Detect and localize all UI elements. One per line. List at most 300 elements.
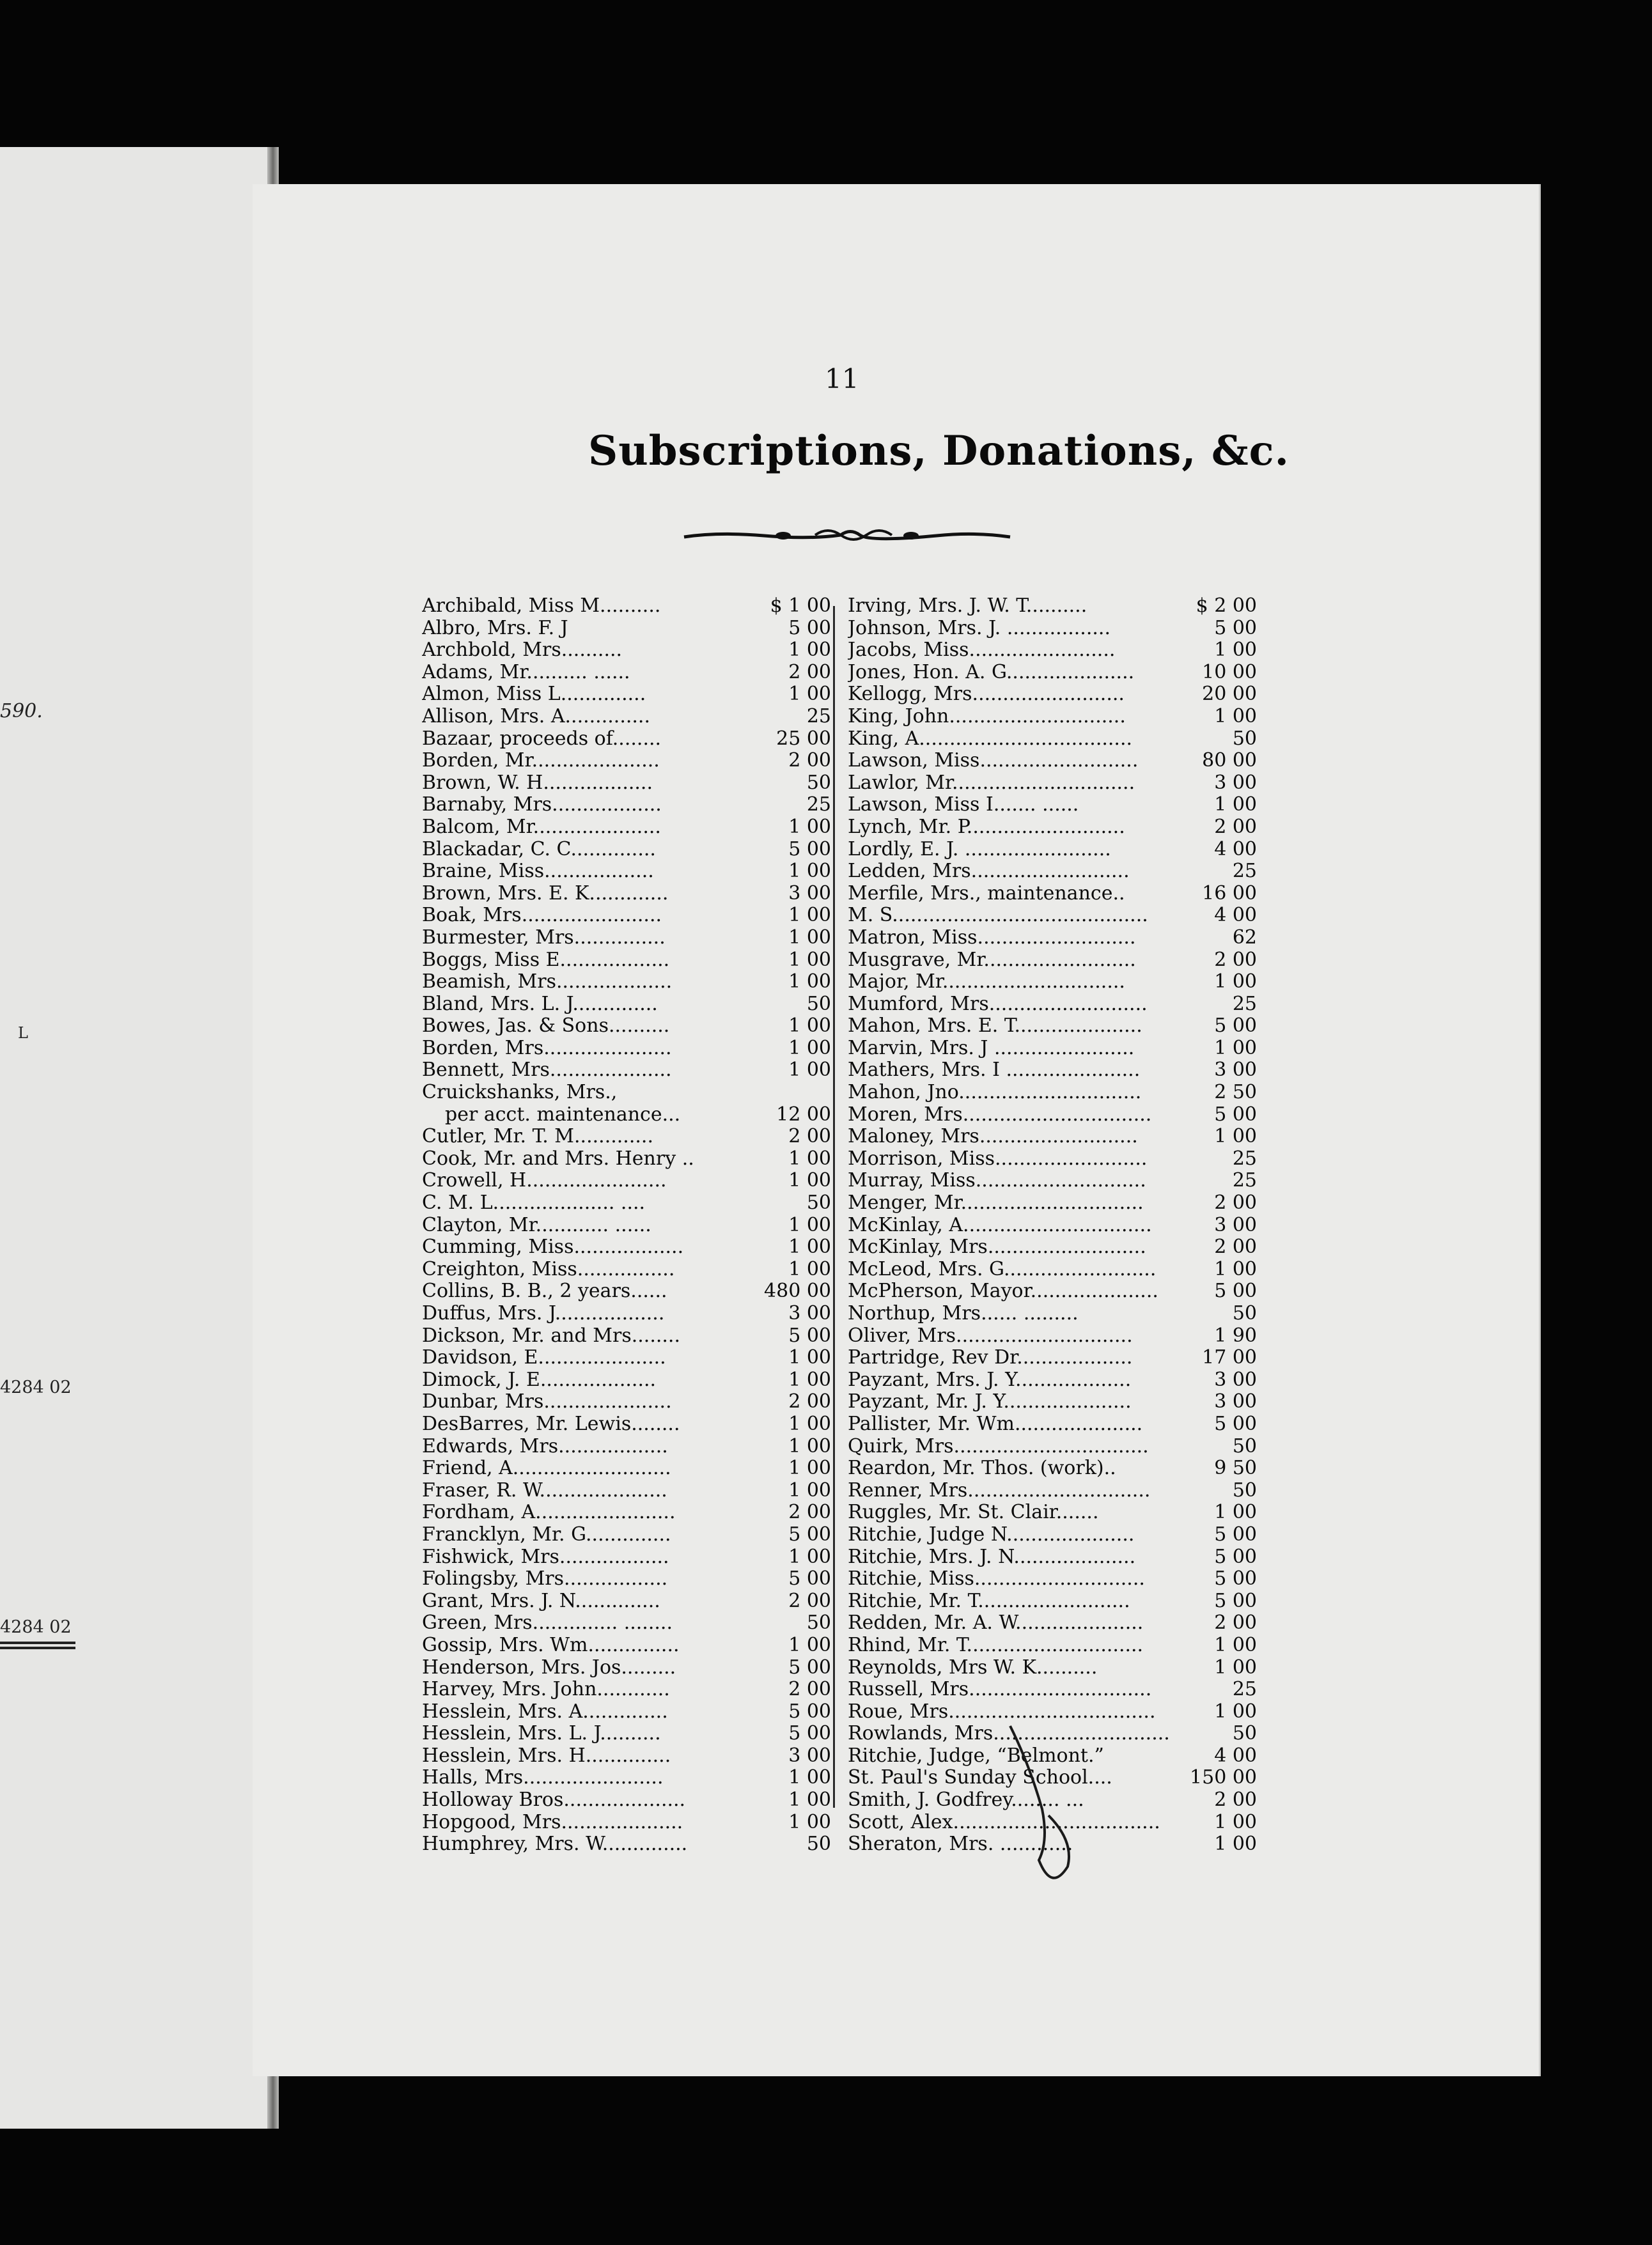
donor-name: Dickson, Mr. and Mrs........ <box>422 1324 681 1347</box>
donor-name: Payzant, Mrs. J. Y................... <box>848 1369 1132 1391</box>
donation-amount: 5 00 <box>788 1324 831 1347</box>
donor-name: Beamish, Mrs................... <box>422 971 673 993</box>
list-item <box>422 1059 831 1082</box>
donation-amount: 1 00 <box>1214 639 1257 662</box>
donor-name: per acct. maintenance... <box>445 1103 681 1126</box>
list-item <box>848 1104 1257 1126</box>
donation-amount: 1 00 <box>788 1766 831 1789</box>
donation-amount: 1 00 <box>788 1434 831 1457</box>
donor-name: Reardon, Mr. Thos. (work).. <box>848 1457 1116 1480</box>
donor-name: Oliver, Mrs............................. <box>848 1324 1133 1347</box>
donor-name: Scott, Alex.................................. <box>848 1811 1160 1833</box>
donor-name: Dunbar, Mrs..................... <box>422 1391 672 1413</box>
donor-name: Payzant, Mr. J. Y..................... <box>848 1391 1132 1413</box>
list-item <box>422 1148 831 1170</box>
donor-name: Fraser, R. W..................... <box>422 1479 667 1502</box>
list-item <box>422 1546 831 1569</box>
donation-amount: 12 00 <box>776 1103 831 1126</box>
donor-name: Clayton, Mr............ ...... <box>422 1214 651 1236</box>
list-item <box>422 1170 831 1192</box>
list-item <box>422 1833 831 1856</box>
donation-amount: 4 00 <box>1214 1744 1257 1767</box>
donation-amount: 1 00 <box>1214 970 1257 993</box>
list-item <box>422 1015 831 1037</box>
donation-amount: 50 <box>806 1833 831 1856</box>
list-item <box>848 1325 1257 1348</box>
donation-amount: 1 00 <box>788 1014 831 1037</box>
list-item <box>422 816 831 839</box>
list-item <box>422 949 831 972</box>
donation-amount: 2 00 <box>788 1678 831 1701</box>
list-item <box>848 993 1257 1016</box>
list-item <box>422 927 831 949</box>
list-item <box>848 728 1257 750</box>
donation-amount: 1 00 <box>788 1810 831 1833</box>
list-item <box>848 639 1257 662</box>
double-rule <box>0 1642 75 1644</box>
donor-name: Mumford, Mrs.......................... <box>848 993 1148 1015</box>
donation-amount: 2 00 <box>1214 1236 1257 1259</box>
list-item <box>422 1436 831 1458</box>
list-item <box>422 1325 831 1348</box>
donor-name: Bennett, Mrs.................... <box>422 1059 672 1082</box>
donor-name: Moren, Mrs............................... <box>848 1103 1152 1126</box>
donation-amount: 1 00 <box>788 1213 831 1236</box>
donation-amount: 1 00 <box>788 1147 831 1170</box>
donation-amount: 2 00 <box>1214 948 1257 971</box>
donor-name: Creighton, Miss................ <box>422 1258 675 1280</box>
list-item <box>848 1457 1257 1480</box>
donor-name: Boggs, Miss E.................. <box>422 949 670 971</box>
donor-name: Smith, J. Godfrey........ ... <box>848 1789 1084 1812</box>
donation-amount: 10 00 <box>1202 660 1257 683</box>
donor-name: Duffus, Mrs. J.................. <box>422 1303 665 1324</box>
list-item <box>848 1082 1257 1104</box>
donation-amount: 5 00 <box>1214 1014 1257 1037</box>
donation-amount: 1 00 <box>788 1457 831 1480</box>
list-item <box>848 662 1257 684</box>
donation-amount: 2 00 <box>1214 1192 1257 1215</box>
donation-amount: 16 00 <box>1202 882 1257 905</box>
list-item <box>848 1037 1257 1060</box>
list-item <box>848 772 1257 795</box>
donor-name: Hesslein, Mrs. L. J.......... <box>422 1723 661 1745</box>
list-item <box>848 1413 1257 1436</box>
list-item <box>422 1612 831 1635</box>
donor-name: Ritchie, Mrs. J. N.................... <box>848 1546 1136 1568</box>
donation-amount: 5 00 <box>788 1523 831 1546</box>
donor-name: Lawlor, Mr.............................. <box>848 772 1135 794</box>
donor-name: Green, Mrs.............. ........ <box>422 1612 673 1635</box>
donor-name: Archibald, Miss M.......... <box>422 595 661 617</box>
donor-name: Ritchie, Mr. T......................... <box>848 1590 1130 1612</box>
list-item <box>848 618 1257 640</box>
list-item <box>422 993 831 1016</box>
donation-amount: 50 <box>806 992 831 1015</box>
donor-name: Davidson, E..................... <box>422 1347 666 1369</box>
donation-amount: 80 00 <box>1202 749 1257 772</box>
list-item <box>848 949 1257 972</box>
donor-name: Quirk, Mrs................................ <box>848 1435 1149 1457</box>
list-item <box>422 750 831 772</box>
list-item <box>848 1679 1257 1701</box>
donor-name: Dimock, J. E................... <box>422 1369 657 1391</box>
list-item <box>848 860 1257 883</box>
donation-amount: 5 00 <box>788 1656 831 1679</box>
donation-amount: 50 <box>1232 1722 1257 1745</box>
donor-name: Albro, Mrs. F. J <box>422 617 568 639</box>
donor-name: Ruggles, Mr. St. Clair....... <box>848 1502 1099 1524</box>
donor-name: Folingsby, Mrs................. <box>422 1568 668 1590</box>
donor-name: St. Paul's Sunday School.... <box>848 1767 1112 1789</box>
donation-amount: 1 00 <box>788 904 831 927</box>
list-item <box>848 1546 1257 1569</box>
list-item <box>422 1369 831 1392</box>
donation-amount: 5 00 <box>1214 616 1257 639</box>
donation-amount: 1 00 <box>1214 704 1257 727</box>
donation-amount: 5 00 <box>788 1700 831 1723</box>
donation-amount: 5 00 <box>788 1567 831 1590</box>
page-number: 11 <box>825 363 859 394</box>
donation-amount: 1 00 <box>788 639 831 662</box>
donation-amount: 2 00 <box>788 1390 831 1413</box>
donor-name: Grant, Mrs. J. N.............. <box>422 1590 660 1612</box>
donor-name: Borden, Mrs..................... <box>422 1037 672 1059</box>
list-item <box>422 1502 831 1524</box>
donor-name: DesBarres, Mr. Lewis........ <box>422 1413 680 1435</box>
donor-name: Fordham, A....................... <box>422 1502 676 1524</box>
donor-name: Cumming, Miss.................. <box>422 1236 684 1259</box>
donation-amount: 50 <box>1232 1479 1257 1502</box>
list-item <box>848 1015 1257 1037</box>
list-item <box>848 683 1257 706</box>
donor-list-left <box>422 595 831 1856</box>
double-rule <box>0 1647 75 1649</box>
donor-name: M. S.......................................... <box>848 905 1148 927</box>
donation-amount: 3 00 <box>1214 1368 1257 1391</box>
donation-amount: 1 00 <box>788 1789 831 1812</box>
list-item <box>422 1126 831 1148</box>
donor-name: Blackadar, C. C.............. <box>422 838 656 860</box>
donation-amount: 2 00 <box>1214 1612 1257 1635</box>
donation-amount: 480 00 <box>764 1280 831 1303</box>
donation-amount: 50 <box>1232 1434 1257 1457</box>
donor-name: Crowell, H....................... <box>422 1170 667 1192</box>
donor-name: Allison, Mrs. A.............. <box>422 705 650 727</box>
list-item <box>848 1502 1257 1524</box>
list-item <box>848 1612 1257 1635</box>
donation-amount: 1 00 <box>1214 1501 1257 1524</box>
list-item <box>422 1812 831 1834</box>
donor-name: Roue, Mrs.................................. <box>848 1700 1156 1723</box>
list-item <box>848 1391 1257 1413</box>
donor-name: Kellogg, Mrs......................... <box>848 683 1125 706</box>
list-item <box>848 839 1257 861</box>
donor-name: Musgrave, Mr......................... <box>848 949 1136 971</box>
list-item <box>848 1657 1257 1679</box>
list-item <box>422 728 831 750</box>
donation-amount: 1 00 <box>1214 1257 1257 1280</box>
donor-name: Ritchie, Judge N..................... <box>848 1523 1135 1546</box>
donor-name: Rowlands, Mrs............................. <box>848 1723 1170 1745</box>
donation-amount: 5 00 <box>788 837 831 860</box>
donation-amount: 2 00 <box>788 660 831 683</box>
donation-amount: 1 00 <box>1214 1700 1257 1723</box>
donation-amount: 3 00 <box>788 882 831 905</box>
donation-amount: 5 00 <box>1214 1103 1257 1126</box>
donor-name: Adams, Mr.......... ...... <box>422 661 630 683</box>
donation-amount: 3 00 <box>1214 1390 1257 1413</box>
donation-amount: 2 00 <box>788 749 831 772</box>
donor-name: Pallister, Mr. Wm..................... <box>848 1413 1143 1435</box>
donor-name: Johnson, Mrs. J. ................. <box>848 617 1110 639</box>
donation-amount: 50 <box>806 1192 831 1215</box>
donor-name: C. M. L.................... .... <box>422 1192 646 1215</box>
list-item <box>422 618 831 640</box>
list-item <box>422 1679 831 1701</box>
donor-name: Partridge, Rev Dr................... <box>848 1347 1133 1369</box>
donor-name: Maloney, Mrs.......................... <box>848 1126 1138 1148</box>
donation-amount: 25 <box>1232 992 1257 1015</box>
donor-name: King, John............................. <box>848 705 1126 727</box>
list-item <box>422 1259 831 1281</box>
donation-amount: 1 00 <box>1214 1656 1257 1679</box>
donor-list-right <box>848 595 1257 1856</box>
list-item <box>848 1192 1257 1215</box>
column-divider <box>833 606 835 1808</box>
donation-amount: 1 00 <box>788 948 831 971</box>
donor-name: Rhind, Mr. T............................. <box>848 1634 1144 1656</box>
donation-amount <box>761 1082 831 1104</box>
donation-amount: 2 00 <box>1214 815 1257 838</box>
list-item <box>848 971 1257 993</box>
donation-amount: 25 <box>1232 1147 1257 1170</box>
list-item <box>422 1192 831 1215</box>
list-item <box>422 1280 831 1303</box>
ornament-divider <box>681 523 1013 548</box>
donor-name: Burmester, Mrs............... <box>422 926 666 949</box>
donation-amount: 17 00 <box>1202 1346 1257 1369</box>
list-item <box>422 1480 831 1502</box>
list-item <box>848 1259 1257 1281</box>
donor-name: Ritchie, Miss............................ <box>848 1568 1145 1590</box>
list-item <box>422 1701 831 1723</box>
donor-name: Harvey, Mrs. John............ <box>422 1679 670 1701</box>
list-item <box>422 860 831 883</box>
donor-name: Lawson, Miss I....... ...... <box>848 794 1079 816</box>
donation-amount: 5 00 <box>1214 1412 1257 1435</box>
donor-name: Bazaar, proceeds of........ <box>422 727 662 750</box>
donation-amount: 3 00 <box>1214 771 1257 794</box>
donor-name: Holloway Bros.................... <box>422 1789 686 1812</box>
list-item <box>848 706 1257 728</box>
donation-amount: 1 00 <box>788 1633 831 1656</box>
adjacent-page <box>0 147 276 2129</box>
list-item <box>422 1037 831 1060</box>
list-item <box>422 1524 831 1546</box>
donor-name: Marvin, Mrs. J ....................... <box>848 1037 1135 1059</box>
donor-name: Archbold, Mrs.......... <box>422 639 623 662</box>
donor-name: Menger, Mr.............................. <box>848 1192 1144 1215</box>
donation-amount: 1 00 <box>788 1545 831 1568</box>
list-item <box>422 1568 831 1590</box>
donation-amount: 1 90 <box>1214 1324 1257 1347</box>
list-item <box>422 1413 831 1436</box>
donor-name: Brown, Mrs. E. K............. <box>422 882 669 905</box>
donor-name: Murray, Miss............................ <box>848 1170 1146 1192</box>
donation-amount: 1 00 <box>788 815 831 838</box>
donation-amount: 1 00 <box>1214 1833 1257 1856</box>
donation-amount: 50 <box>1232 727 1257 750</box>
donation-amount: 5 00 <box>1214 1567 1257 1590</box>
donor-name: Jacobs, Miss........................ <box>848 639 1116 662</box>
donor-name: Northup, Mrs...... ......... <box>848 1303 1079 1324</box>
donor-name: McPherson, Mayor..................... <box>848 1280 1158 1303</box>
donation-amount: 5 00 <box>1214 1545 1257 1568</box>
donation-amount: 50 <box>806 1612 831 1635</box>
list-item <box>422 706 831 728</box>
list-item <box>422 1303 831 1325</box>
list-item <box>848 1236 1257 1259</box>
list-item <box>422 1215 831 1237</box>
donor-name: McKinlay, A............................... <box>848 1214 1152 1236</box>
donation-amount: 2 00 <box>788 1501 831 1524</box>
donor-name: Fishwick, Mrs.................. <box>422 1546 669 1568</box>
list-item <box>422 794 831 816</box>
list-item <box>422 1745 831 1767</box>
donation-amount: 50 <box>806 771 831 794</box>
donation-amount: 5 00 <box>1214 1589 1257 1612</box>
donor-name: Edwards, Mrs.................. <box>422 1435 668 1457</box>
donation-amount: 1 00 <box>788 1059 831 1082</box>
list-item <box>848 905 1257 927</box>
donation-amount: 62 <box>1232 926 1257 949</box>
page-title: Subscriptions, Donations, &c. <box>588 427 1290 475</box>
donation-amount: 25 <box>806 793 831 816</box>
list-item <box>848 1568 1257 1590</box>
donation-amount: 1 00 <box>788 1479 831 1502</box>
donation-amount: 1 00 <box>788 1169 831 1192</box>
donor-name: Collins, B. B., 2 years...... <box>422 1280 667 1303</box>
donation-amount: 2 00 <box>788 1125 831 1148</box>
donor-name: Cruickshanks, Mrs., <box>422 1082 618 1104</box>
list-item <box>422 772 831 795</box>
donation-amount: $ 1 00 <box>770 594 831 617</box>
donor-name: Mathers, Mrs. I ...................... <box>848 1059 1141 1082</box>
donor-name: Redden, Mr. A. W..................... <box>848 1612 1144 1635</box>
list-item <box>848 794 1257 816</box>
donation-amount: 5 00 <box>1214 1523 1257 1546</box>
donation-amount: 1 00 <box>1214 793 1257 816</box>
list-item <box>422 1590 831 1613</box>
donation-amount: 25 <box>806 704 831 727</box>
list-item <box>848 927 1257 949</box>
donation-amount: 5 00 <box>788 1722 831 1745</box>
donation-amount: 150 00 <box>1190 1766 1257 1789</box>
donor-name: Balcom, Mr..................... <box>422 816 661 838</box>
donation-amount: 9 50 <box>1214 1457 1257 1480</box>
donation-amount: 2 00 <box>1214 1789 1257 1812</box>
donation-amount: 1 00 <box>788 926 831 949</box>
list-item <box>848 1280 1257 1303</box>
donation-amount: 1 00 <box>1214 1633 1257 1656</box>
donor-name: Lordly, E. J. ........................ <box>848 838 1111 860</box>
donor-name: Matron, Miss.......................... <box>848 926 1136 949</box>
list-item <box>848 816 1257 839</box>
donor-name: Francklyn, Mr. G.............. <box>422 1523 671 1546</box>
donation-amount: 1 00 <box>788 1346 831 1369</box>
donation-amount: 50 <box>1232 1302 1257 1324</box>
donor-name: Lawson, Miss.......................... <box>848 750 1139 772</box>
donor-name: Cutler, Mr. T. M............. <box>422 1126 653 1148</box>
donor-name: Lynch, Mr. P.......................... <box>848 816 1125 838</box>
donation-amount: 25 <box>1232 1169 1257 1192</box>
donation-amount: 3 00 <box>788 1302 831 1324</box>
donation-amount: 4 00 <box>1214 904 1257 927</box>
list-item <box>422 1391 831 1413</box>
donor-name: Hopgood, Mrs.................... <box>422 1811 683 1833</box>
list-item <box>848 1148 1257 1170</box>
list-item <box>422 1657 831 1679</box>
donation-amount: 3 00 <box>1214 1059 1257 1082</box>
donation-amount: 1 00 <box>788 683 831 706</box>
list-item <box>422 1789 831 1812</box>
list-item <box>848 1347 1257 1369</box>
donor-name: Merfile, Mrs., maintenance.. <box>848 882 1125 905</box>
list-item <box>848 1303 1257 1325</box>
list-item <box>422 683 831 706</box>
list-item <box>422 1236 831 1259</box>
donor-name: Humphrey, Mrs. W.............. <box>422 1833 688 1856</box>
donor-name: Almon, Miss L.............. <box>422 683 646 706</box>
list-item <box>422 971 831 993</box>
list-item <box>422 1767 831 1789</box>
list-item <box>422 595 831 618</box>
donation-amount: 3 00 <box>788 1744 831 1767</box>
list-item <box>422 662 831 684</box>
donation-amount: 1 00 <box>788 1036 831 1059</box>
donor-name: Renner, Mrs.............................. <box>848 1479 1151 1502</box>
fragment-text: 4284 02 <box>0 1378 72 1397</box>
donation-amount: 1 00 <box>788 1368 831 1391</box>
donor-name: Halls, Mrs....................... <box>422 1767 664 1789</box>
list-item <box>848 750 1257 772</box>
donor-name: King, A................................... <box>848 727 1133 750</box>
list-item <box>848 595 1257 618</box>
donor-name: Major, Mr.............................. <box>848 971 1125 993</box>
donor-name: McKinlay, Mrs.......................... <box>848 1236 1146 1259</box>
list-item <box>422 883 831 905</box>
donation-amount: 20 00 <box>1202 683 1257 706</box>
list-item <box>422 639 831 662</box>
list-item <box>422 1457 831 1480</box>
fragment-text: L <box>18 1024 28 1042</box>
donation-amount: 3 00 <box>1214 1213 1257 1236</box>
donation-amount: 5 00 <box>1214 1280 1257 1303</box>
donor-name: Boak, Mrs....................... <box>422 905 662 927</box>
list-item <box>848 1059 1257 1082</box>
donor-name: Ritchie, Judge, “Belmont.” <box>848 1744 1104 1767</box>
donor-name: Cook, Mr. and Mrs. Henry .. <box>422 1147 694 1170</box>
donor-name: Gossip, Mrs. Wm............... <box>422 1634 680 1656</box>
donor-name: Braine, Miss.................. <box>422 860 654 883</box>
list-item <box>848 1215 1257 1237</box>
list-item <box>848 1480 1257 1502</box>
donation-amount: 1 00 <box>788 1257 831 1280</box>
donor-name: Russell, Mrs.............................. <box>848 1679 1152 1701</box>
donation-amount: 1 00 <box>1214 1810 1257 1833</box>
list-item <box>848 1436 1257 1458</box>
